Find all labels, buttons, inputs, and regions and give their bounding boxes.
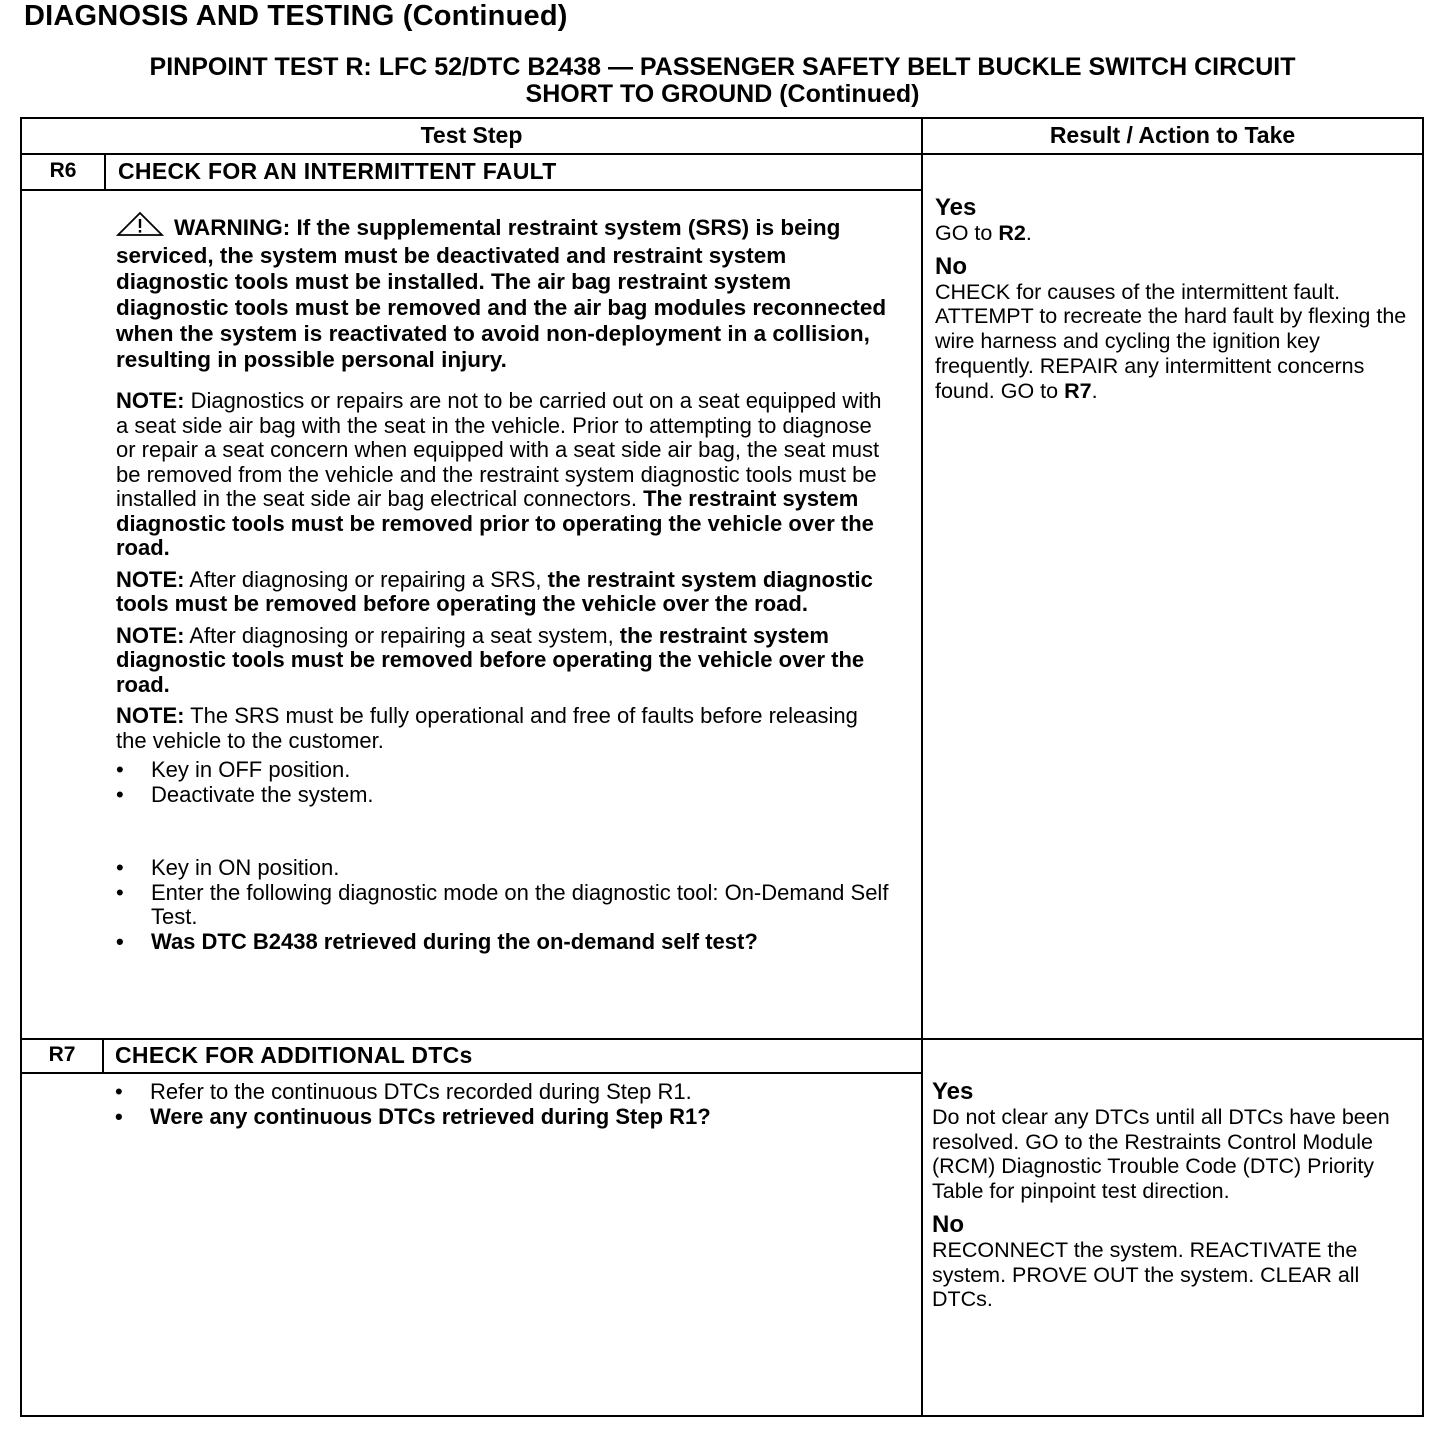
- r6-no-text: CHECK for causes of the intermittent fault. ATTEMPT to recreate the hard fault by flexing the wire harness and cycling the ignition key frequently. REPAIR any intermittent concerns found. GO to: [935, 279, 1407, 403]
- test-title-line1: PINPOINT TEST R: LFC 52/DTC B2438 — PASSENGER SAFETY BELT BUCKLE SWITCH CIRCUIT: [149, 53, 1296, 81]
- r6-results: [935, 195, 1421, 403]
- r6-instructions: [116, 211, 891, 954]
- r6-note-4: [116, 704, 891, 753]
- r7-number-divider: [102, 1038, 104, 1073]
- list-item: • Was DTC B2438 retrieved during the on-demand self test?: [116, 930, 891, 955]
- note-label: NOTE:: [116, 703, 185, 728]
- r6-no-ref: R7: [1064, 378, 1092, 403]
- r6-yes-label: Yes: [935, 194, 977, 221]
- column-divider: [921, 117, 923, 1417]
- warning-triangle-icon: [116, 211, 164, 243]
- note-label: NOTE:: [116, 388, 185, 413]
- r6-note-3: [116, 624, 891, 698]
- r6-no-action: [935, 280, 1421, 404]
- r6-no-label: No: [935, 252, 967, 280]
- r6-note-1-bold: The restraint system diagnostic tools must be removed prior to operating the vehicle over the road.: [116, 486, 874, 560]
- header-result-action: Result / Action to Take: [1049, 122, 1296, 148]
- list-item: • Deactivate the system.: [116, 783, 891, 808]
- r7-yes-label: Yes: [932, 1078, 974, 1105]
- r7-no-label: No: [932, 1210, 964, 1238]
- r7-results: [932, 1079, 1421, 1312]
- note-label: NOTE:: [116, 622, 185, 648]
- list-item: • Key in ON position.: [116, 856, 891, 881]
- test-title-line2: SHORT TO GROUND (Continued): [525, 80, 920, 108]
- header-rule: [20, 153, 1424, 155]
- r7-title-rule: [20, 1072, 922, 1074]
- r7-yes-text: Do not clear any DTCs until all DTCs have been resolved. GO to the Restraints Control Module (RCM) Diagnostic Trouble Code (DTC) Priority Table for pinpoint test direction.: [932, 1105, 1390, 1204]
- r6-step-number: R6: [49, 159, 77, 182]
- page-heading: DIAGNOSIS AND TESTING (Continued): [24, 0, 568, 32]
- r6-warning: [116, 211, 891, 373]
- note-label: NOTE:: [116, 566, 185, 592]
- r7-step-title: CHECK FOR ADDITIONAL DTCs: [115, 1042, 473, 1068]
- r7-bullet-list: [115, 1080, 905, 1129]
- r6-no-end: .: [1091, 378, 1098, 403]
- r6-title-rule: [20, 189, 922, 191]
- r6-note-1: [116, 389, 891, 561]
- r6-note-2-bold: the restraint system diagnostic tools must be removed before operating the vehicle over the road.: [116, 566, 873, 616]
- r6-yes-action: [935, 221, 1421, 246]
- r6-note-4-text: The SRS must be fully operational and free of faults before releasing the vehicle to the customer.: [116, 703, 858, 753]
- r6-yes-text: GO to: [935, 221, 999, 245]
- r7-step-number: R7: [48, 1043, 76, 1066]
- r6-step-title: CHECK FOR AN INTERMITTENT FAULT: [118, 158, 557, 184]
- r6-warning-text: WARNING: If the supplemental restraint system (SRS) is being serviced, the system must be deactivated and restraint system diagnostic tools must be installed. The air bag restraint system diagnostic tools must be removed and the air bag modules reconnected when the system is reactivated to avoid non-deployment in a collision, resulting in possible personal injury.: [116, 215, 887, 372]
- pinpoint-test-title: [20, 54, 1425, 108]
- r6-note-3-text: After diagnosing or repairing a seat system,: [184, 622, 620, 648]
- list-item: • Refer to the continuous DTCs recorded during Step R1.: [115, 1080, 905, 1105]
- r6-note-1-text: Diagnostics or repairs are not to be carried out on a seat equipped with a seat side air bag with the seat in the vehicle. Prior to attempting to diagnose or repair a seat concern when equipped with a seat side air bag, the seat must be removed from the vehicle and the restraint system diagnostic tools must be installed in the seat side air bag electrical connectors.: [116, 388, 882, 511]
- list-item: • Were any continuous DTCs retrieved during Step R1?: [115, 1105, 905, 1130]
- r6-yes-ref: R2: [998, 221, 1026, 245]
- r6-note-2: [116, 568, 891, 617]
- list-item: • Enter the following diagnostic mode on the diagnostic tool: On-Demand Self Test.: [116, 881, 891, 930]
- list-item: • Key in OFF position.: [116, 758, 891, 783]
- r7-instructions: [115, 1080, 905, 1129]
- r6-bullet-list-a: [116, 758, 891, 807]
- r6-yes-end: .: [1025, 221, 1032, 245]
- r6-number-divider: [104, 153, 106, 190]
- header-test-step: Test Step: [420, 122, 523, 148]
- r6-note-3-bold: the restraint system diagnostic tools must be removed before operating the vehicle over the road.: [116, 622, 865, 697]
- r6-r7-rule: [20, 1038, 1424, 1040]
- r6-bullet-list-b: [116, 856, 891, 954]
- r7-no-text: RECONNECT the system. REACTIVATE the system. PROVE OUT the system. CLEAR all DTCs.: [932, 1237, 1360, 1312]
- r6-note-2-text: After diagnosing or repairing a SRS,: [184, 566, 548, 592]
